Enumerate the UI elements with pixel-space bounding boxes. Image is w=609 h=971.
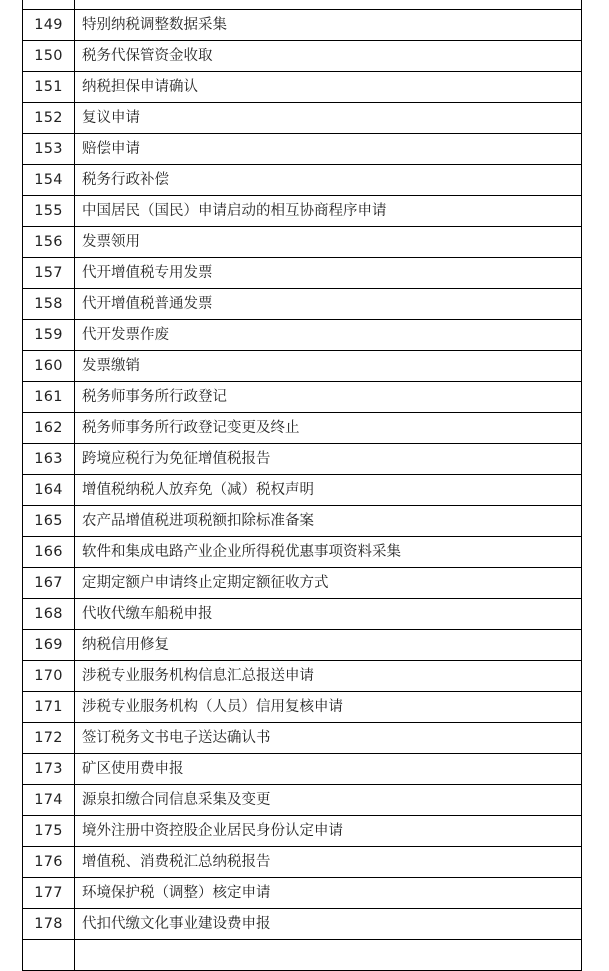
- item-name: 环境保护税（调整）核定申请: [75, 878, 582, 909]
- row-number: 176: [23, 847, 75, 878]
- item-name: 发票缴销: [75, 351, 582, 382]
- row-number: [23, 0, 75, 10]
- row-number: 149: [23, 10, 75, 41]
- table-row: [23, 289, 582, 320]
- table-row: [23, 444, 582, 475]
- row-number: 170: [23, 661, 75, 692]
- row-number: 150: [23, 41, 75, 72]
- table-row: [23, 413, 582, 444]
- item-name: 特别纳税调整数据采集: [75, 10, 582, 41]
- table-row: [23, 227, 582, 258]
- item-name: 增值税纳税人放弃免（减）税权声明: [75, 475, 582, 506]
- item-name: 增值税、消费税汇总纳税报告: [75, 847, 582, 878]
- table-row: [23, 72, 582, 103]
- table-row: [23, 661, 582, 692]
- table-row: [23, 785, 582, 816]
- table-row: [23, 630, 582, 661]
- item-name: 税务代保管资金收取: [75, 41, 582, 72]
- row-number: 154: [23, 165, 75, 196]
- table-row: [23, 506, 582, 537]
- item-name: 定期定额户申请终止定期定额征收方式: [75, 568, 582, 599]
- table-row: [23, 382, 582, 413]
- row-number: 156: [23, 227, 75, 258]
- item-name: 税务师事务所行政登记: [75, 382, 582, 413]
- row-number: 178: [23, 909, 75, 940]
- table-row: [23, 196, 582, 227]
- item-name: 中国居民（国民）申请启动的相互协商程序申请: [75, 196, 582, 227]
- row-number: 168: [23, 599, 75, 630]
- table-row: [23, 351, 582, 382]
- table-row: [23, 692, 582, 723]
- table-row: [23, 816, 582, 847]
- item-name: [75, 940, 582, 971]
- table-row: [23, 723, 582, 754]
- row-number: 164: [23, 475, 75, 506]
- row-number: 161: [23, 382, 75, 413]
- item-name: 代收代缴车船税申报: [75, 599, 582, 630]
- table-row: [23, 754, 582, 785]
- item-name: [75, 0, 582, 10]
- item-name: 签订税务文书电子送达确认书: [75, 723, 582, 754]
- row-number: 171: [23, 692, 75, 723]
- item-name: 税务行政补偿: [75, 165, 582, 196]
- row-number: 174: [23, 785, 75, 816]
- row-number: [23, 940, 75, 971]
- table-row: [23, 258, 582, 289]
- row-number: 160: [23, 351, 75, 382]
- item-name: 境外注册中资控股企业居民身份认定申请: [75, 816, 582, 847]
- table-row: [23, 909, 582, 940]
- table-row: [23, 103, 582, 134]
- row-number: 163: [23, 444, 75, 475]
- item-name: 代开增值税专用发票: [75, 258, 582, 289]
- row-number: 175: [23, 816, 75, 847]
- table-row: [23, 940, 582, 971]
- table-row: [23, 134, 582, 165]
- row-number: 166: [23, 537, 75, 568]
- service-items-table: [22, 0, 582, 971]
- item-name: 代开发票作废: [75, 320, 582, 351]
- table-row: [23, 878, 582, 909]
- row-number: 162: [23, 413, 75, 444]
- item-name: 农产品增值税进项税额扣除标准备案: [75, 506, 582, 537]
- item-name: 赔偿申请: [75, 134, 582, 165]
- table-row: [23, 10, 582, 41]
- item-name: 税务师事务所行政登记变更及终止: [75, 413, 582, 444]
- row-number: 165: [23, 506, 75, 537]
- table-row: [23, 847, 582, 878]
- item-name: 涉税专业服务机构（人员）信用复核申请: [75, 692, 582, 723]
- row-number: 158: [23, 289, 75, 320]
- item-name: 跨境应税行为免征增值税报告: [75, 444, 582, 475]
- table-row: [23, 568, 582, 599]
- item-name: 源泉扣缴合同信息采集及变更: [75, 785, 582, 816]
- table-row: [23, 320, 582, 351]
- item-name: 纳税担保申请确认: [75, 72, 582, 103]
- item-name: 代扣代缴文化事业建设费申报: [75, 909, 582, 940]
- row-number: 173: [23, 754, 75, 785]
- row-number: 159: [23, 320, 75, 351]
- row-number: 172: [23, 723, 75, 754]
- row-number: 151: [23, 72, 75, 103]
- service-items-table-container: [22, 0, 581, 971]
- table-row: [23, 475, 582, 506]
- table-row: [23, 165, 582, 196]
- row-number: 167: [23, 568, 75, 599]
- table-row: [23, 537, 582, 568]
- item-name: 纳税信用修复: [75, 630, 582, 661]
- item-name: 发票领用: [75, 227, 582, 258]
- table-row: [23, 41, 582, 72]
- item-name: 复议申请: [75, 103, 582, 134]
- row-number: 169: [23, 630, 75, 661]
- table-body: [23, 0, 582, 971]
- row-number: 155: [23, 196, 75, 227]
- item-name: 代开增值税普通发票: [75, 289, 582, 320]
- row-number: 153: [23, 134, 75, 165]
- row-number: 177: [23, 878, 75, 909]
- row-number: 152: [23, 103, 75, 134]
- item-name: 涉税专业服务机构信息汇总报送申请: [75, 661, 582, 692]
- table-row: [23, 599, 582, 630]
- table-row: [23, 0, 582, 10]
- row-number: 157: [23, 258, 75, 289]
- item-name: 矿区使用费申报: [75, 754, 582, 785]
- item-name: 软件和集成电路产业企业所得税优惠事项资料采集: [75, 537, 582, 568]
